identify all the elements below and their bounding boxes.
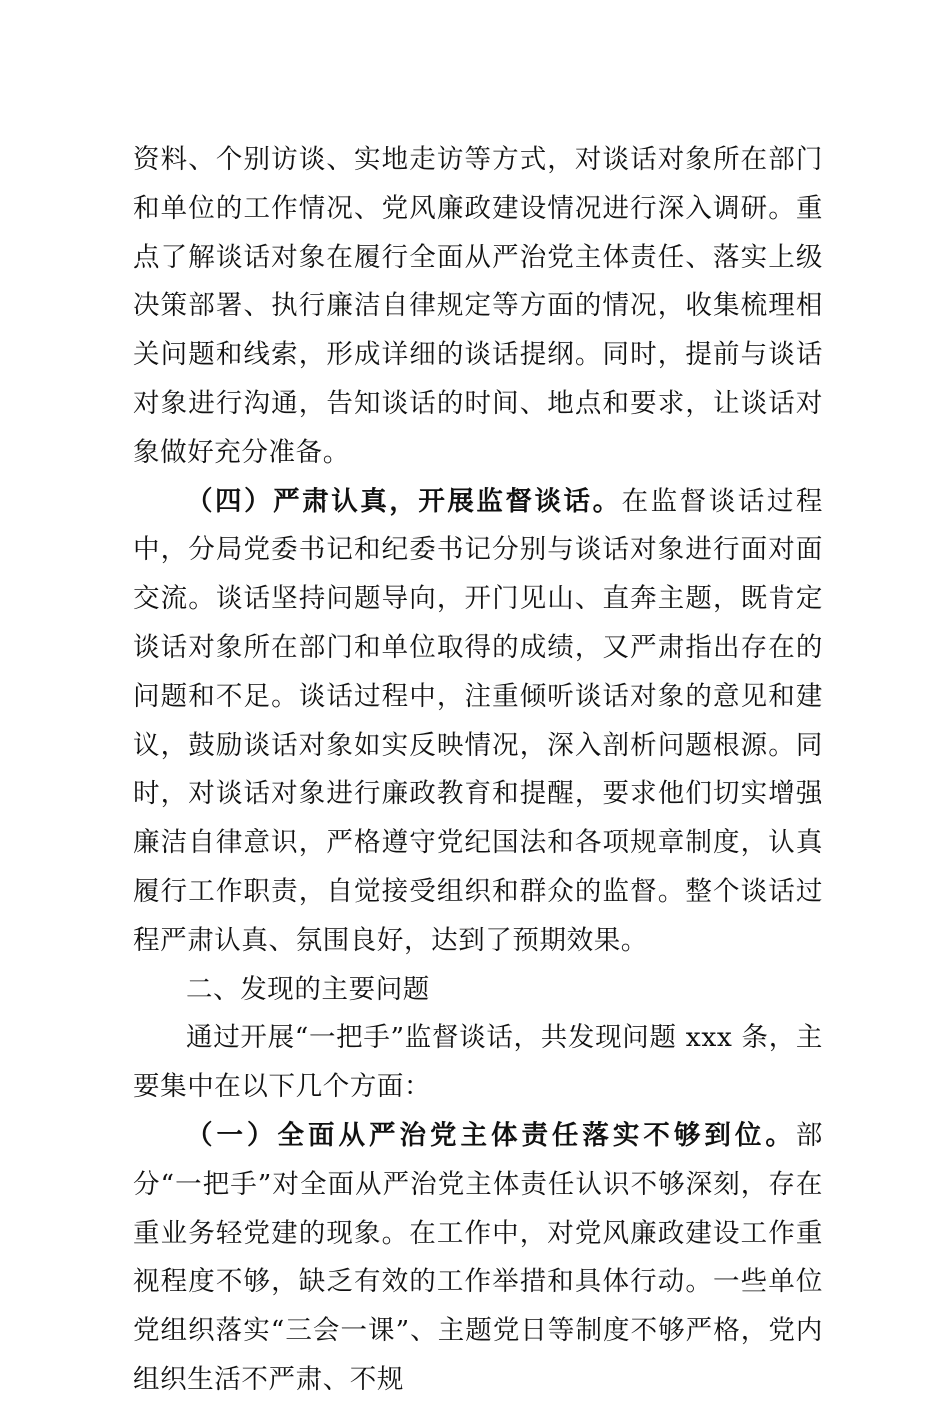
paragraph-research-continuation [133, 136, 823, 478]
paragraph-text: 通过开展“一把手”监督谈话，共发现问题 xxx 条，主要集中在以下几个方面： [133, 1022, 823, 1103]
paragraph-text: 在监督谈话过程中，分局党委书记和纪委书记分别与谈话对象进行面对面交流。谈话坚持问题导向，开门见山、直奔主题，既肯定谈话对象所在部门和单位取得的成绩，又严肃指出存在的问题和不足。谈话过程中，注重倾听谈话对象的意见和建议，鼓励谈话对象如实反映情况，深入剖析问题根源。同时，对谈话对象进行廉政教育和提醒，要求他们切实增强廉洁自律意识，严格遵守党纪国法和各项规章制度，认真履行工作职责，自觉接受组织和群众的监督。整个谈话过程严肃认真、氛围良好，达到了预期效果。 [133, 485, 823, 956]
paragraph-lead-phrase: （四）严肃认真，开展监督谈话。 [186, 485, 622, 517]
document-body [133, 136, 823, 1405]
section-heading-main-problems: 二、发现的主要问题 [186, 973, 430, 1005]
paragraph-problem-count [133, 1014, 823, 1112]
paragraph-responsibility-problem [133, 1112, 823, 1405]
paragraph-lead-phrase: （一）全面从严治党主体责任落实不够到位。 [186, 1119, 796, 1151]
paragraph-text: 资料、个别访谈、实地走访等方式，对谈话对象所在部门和单位的工作情况、党风廉政建设情况进行深入调研。重点了解谈话对象在履行全面从严治党主体责任、落实上级决策部署、执行廉洁自律规定等方面的情况，收集梳理相关问题和线索，形成详细的谈话提纲。同时，提前与谈话对象进行沟通，告知谈话的时间、地点和要求，让谈话对象做好充分准备。 [133, 144, 823, 468]
paragraph-text: 部分“一把手”对全面从严治党主体责任认识不够深刻，存在重业务轻党建的现象。在工作中，对党风廉政建设工作重视程度不够，缺乏有效的工作举措和具体行动。一些单位党组织落实“三会一课”、主题党日等制度不够严格，党内组织生活不严肃、不规 [133, 1119, 823, 1395]
paragraph-supervision-talk [133, 478, 823, 966]
